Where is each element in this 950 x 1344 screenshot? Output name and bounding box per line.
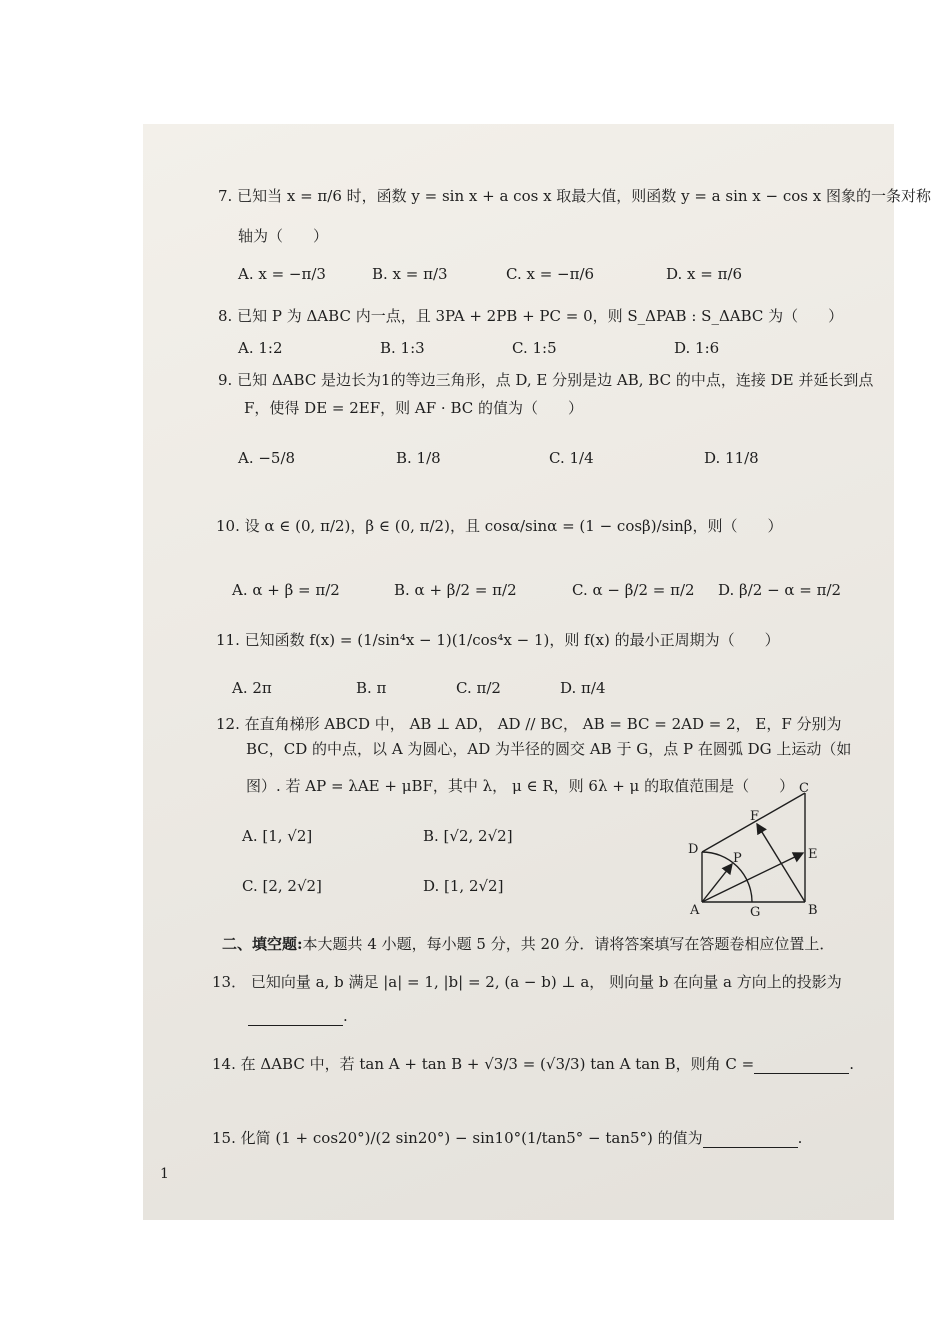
q14-answer-blank[interactable] (754, 1059, 849, 1074)
page-number: 1 (160, 1166, 169, 1182)
q13-line1: 13． 已知向量 a, b 满足 |a| = 1, |b| = 2, (a − b) ⊥ a， 则向量 b 在向量 a 方向上的投影为 (212, 973, 842, 991)
q11-option-a: A. 2π (232, 679, 272, 697)
q14-period: . (849, 1055, 854, 1073)
q7-option-b: B. x = π/3 (372, 265, 448, 283)
q11-line1: 11. 已知函数 f(x) = (1/sin⁴x − 1)(1/cos⁴x − 1)，则 f(x) 的最小正周期为（ ） (216, 631, 780, 649)
q10-option-a: A. α + β = π/2 (232, 581, 340, 599)
q9-option-d: D. 11/8 (704, 449, 759, 467)
q12-line1: 12. 在直角梯形 ABCD 中， AB ⊥ AD， AD // BC， AB = BC = 2AD = 2， E，F 分别为 (216, 715, 842, 733)
q9-line1: 9. 已知 ΔABC 是边长为1的等边三角形，点 D, E 分别是边 AB, BC 的中点，连接 DE 并延长到点 (218, 371, 874, 389)
label-e: E (808, 847, 818, 862)
q15-answer-blank[interactable] (703, 1133, 798, 1148)
q14-text: 14. 在 ΔABC 中，若 tan A + tan B + √3/3 = (√3/3) tan A tan B，则角 C = (212, 1055, 755, 1073)
arc-dg (702, 852, 752, 902)
section2-desc: 本大题共 4 小题，每小题 5 分，共 20 分．请将答案填写在答题卷相应位置上． (302, 935, 835, 953)
q7-line1: 7. 已知当 x = π/6 时，函数 y = sin x + a cos x 取最大值，则函数 y = a sin x − cos x 图象的一条对称 (218, 187, 931, 205)
q8-line1: 8. 已知 P 为 ΔABC 内一点，且 3PA + 2PB + PC = 0，则 S_ΔPAB : S_ΔABC 为（ ） (218, 307, 844, 325)
q7-option-c: C. x = −π/6 (506, 265, 595, 283)
q7-option-d: D. x = π/6 (666, 265, 743, 283)
label-c: C (799, 781, 809, 796)
q9-option-b: B. 1/8 (396, 449, 441, 467)
q9-line2: F，使得 DE = 2EF，则 AF · BC 的值为（ ） (244, 399, 584, 417)
q9-option-c: C. 1/4 (549, 449, 594, 467)
q11-option-d: D. π/4 (560, 679, 606, 697)
q11-option-c: C. π/2 (456, 679, 501, 697)
q10-option-b: B. α + β/2 = π/2 (394, 581, 517, 599)
q7-option-a: A. x = −π/3 (238, 265, 326, 283)
q8-option-c: C. 1:5 (512, 339, 557, 357)
vector-bf (757, 824, 805, 902)
q12-line3: 图）. 若 AP = λAE + μBF，其中 λ， μ ∈ R，则 6λ + μ 的取值范围是（ ） (246, 777, 795, 795)
q12-option-d: D. [1, 2√2] (423, 877, 504, 895)
q12-option-c: C. [2, 2√2] (242, 877, 322, 895)
q8-option-b: B. 1:3 (380, 339, 425, 357)
q15-line (212, 1128, 802, 1148)
label-b: B (808, 903, 818, 918)
q10-line1: 10. 设 α ∈ (0, π/2)，β ∈ (0, π/2)，且 cosα/sinα = (1 − cosβ)/sinβ，则（ ） (216, 517, 783, 535)
q7-line2: 轴为（ ） (238, 227, 329, 245)
q13-period: . (343, 1007, 348, 1025)
q12-option-b: B. [√2, 2√2] (423, 827, 513, 845)
vector-ae (702, 853, 803, 902)
q13-answer-line (248, 1006, 348, 1026)
label-d: D (688, 842, 699, 857)
q12-option-a: A. [1, √2] (242, 827, 313, 845)
q11-option-b: B. π (356, 679, 387, 697)
label-a: A (690, 903, 700, 918)
q8-option-a: A. 1:2 (238, 339, 283, 357)
vector-ap (702, 864, 732, 902)
label-f: F (750, 809, 760, 824)
section2-title: 二、填空题: (222, 935, 303, 953)
q13-answer-blank[interactable] (248, 1011, 343, 1026)
trapezoid-figure (680, 780, 830, 920)
q10-option-c: C. α − β/2 = π/2 (572, 581, 695, 599)
q10-option-d: D. β/2 − α = π/2 (718, 581, 842, 599)
section2-heading (222, 934, 834, 954)
q14-line (212, 1054, 854, 1074)
q9-option-a: A. −5/8 (238, 449, 296, 467)
q8-option-d: D. 1:6 (674, 339, 720, 357)
label-g: G (750, 905, 761, 920)
q15-period: . (797, 1129, 803, 1147)
q12-line2: BC，CD 的中点，以 A 为圆心，AD 为半径的圆交 AB 于 G，点 P 在圆弧 DG 上运动（如 (246, 740, 852, 758)
q15-text: 15. 化简 (1 + cos20°)/(2 sin20°) − sin10°(1/tan5° − tan5°) 的值为 (212, 1129, 703, 1147)
label-p: P (733, 851, 742, 866)
